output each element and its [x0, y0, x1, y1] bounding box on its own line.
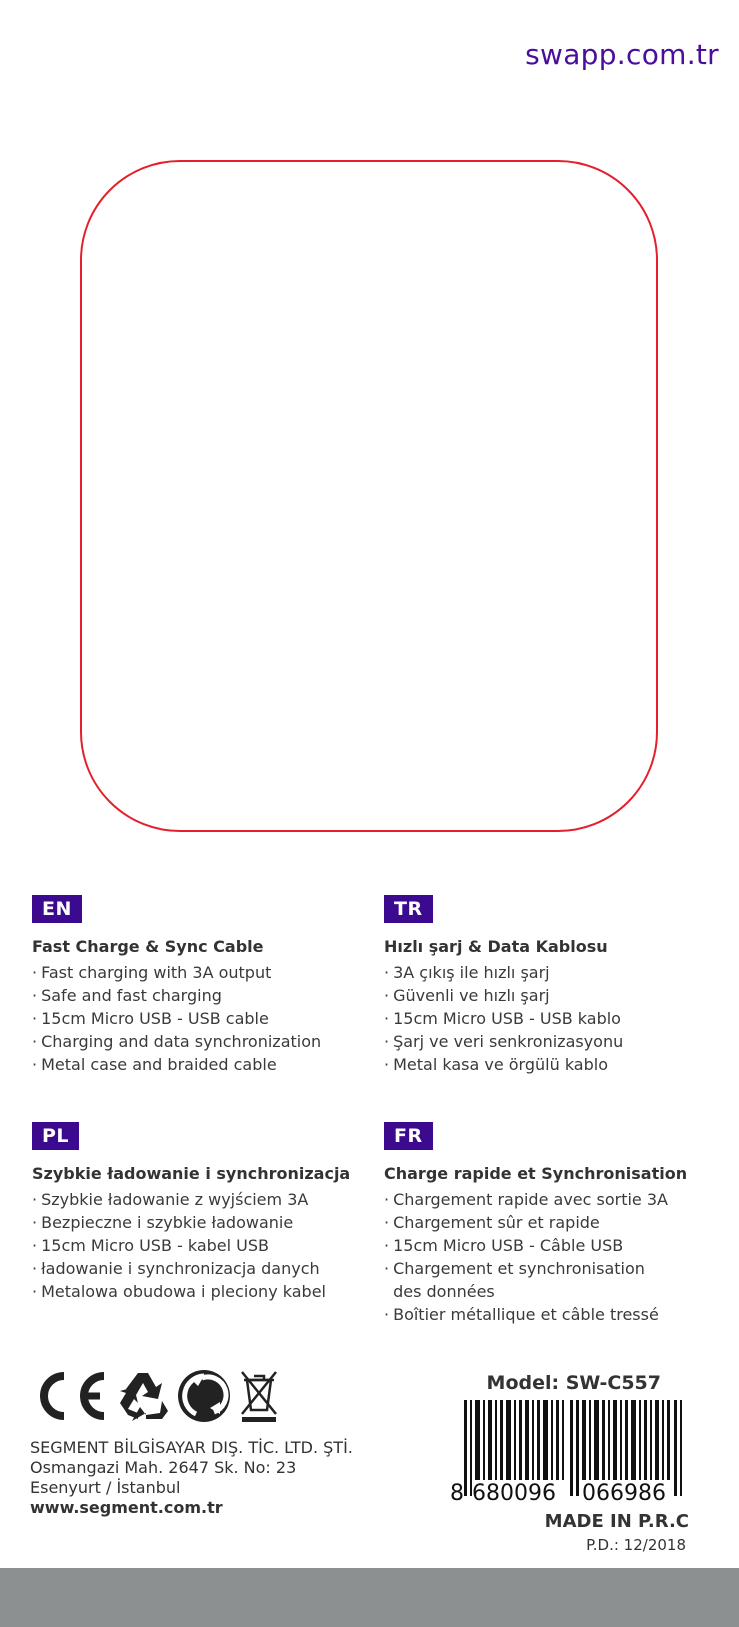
- model-number: Model: SW-C557: [486, 1372, 661, 1394]
- recycle-icon: [116, 1369, 170, 1423]
- production-date: P.D.: 12/2018: [586, 1536, 686, 1554]
- section-title: Hızlı şarj & Data Kablosu: [384, 937, 608, 956]
- list-item: · Szybkie ładowanie z wyjściem 3A: [32, 1190, 309, 1209]
- green-dot-icon: [176, 1368, 232, 1424]
- list-item: · Charging and data synchronization: [32, 1032, 322, 1051]
- section-title: Charge rapide et Synchronisation: [384, 1164, 688, 1183]
- product-window-frame: [80, 160, 658, 832]
- list-item: · Metalowa obudowa i pleciony kabel: [32, 1282, 326, 1301]
- feature-list: [384, 1188, 724, 1326]
- weee-bin-icon: [238, 1368, 280, 1424]
- list-item: · Fast charging with 3A output: [32, 963, 272, 982]
- list-item: · Bezpieczne i szybkie ładowanie: [32, 1213, 294, 1232]
- list-item: · Güvenli ve hızlı şarj: [384, 986, 550, 1005]
- company-info: [30, 1438, 353, 1518]
- certification-icons: [30, 1368, 280, 1424]
- ce-mark-icon: [30, 1368, 110, 1424]
- list-item: · 15cm Micro USB - Câble USB: [384, 1236, 624, 1255]
- section-pl: [32, 1122, 372, 1303]
- list-item: · 3A çıkış ile hızlı şarj: [384, 963, 550, 982]
- list-item: · Metal kasa ve örgülü kablo: [384, 1055, 608, 1074]
- section-en: [32, 895, 372, 1076]
- lang-badge-fr: FR: [384, 1122, 433, 1150]
- section-fr: [384, 1122, 724, 1326]
- made-in-label: MADE IN P.R.C: [544, 1511, 689, 1532]
- feature-list: [32, 1188, 372, 1303]
- section-title: Fast Charge & Sync Cable: [32, 937, 264, 956]
- company-address-line2: Esenyurt / İstanbul: [30, 1478, 181, 1497]
- lang-badge-tr: TR: [384, 895, 433, 923]
- site-url[interactable]: swapp.com.tr: [525, 38, 719, 71]
- list-item: · 15cm Micro USB - USB cable: [32, 1009, 269, 1028]
- feature-list: [384, 961, 724, 1076]
- lang-badge-en: EN: [32, 895, 82, 923]
- list-item: · ładowanie i synchronizacja danych: [32, 1259, 320, 1278]
- section-tr: [384, 895, 724, 1076]
- barcode: [450, 1400, 712, 1506]
- list-item: · 15cm Micro USB - USB kablo: [384, 1009, 621, 1028]
- list-item: · Chargement et synchronisation: [384, 1259, 645, 1278]
- list-item: · Metal case and braided cable: [32, 1055, 277, 1074]
- barcode-lead-digit: 8: [450, 1481, 464, 1506]
- company-website[interactable]: www.segment.com.tr: [30, 1498, 223, 1517]
- barcode-right-digits: 066986: [582, 1481, 666, 1506]
- list-item: · 15cm Micro USB - kabel USB: [32, 1236, 270, 1255]
- feature-list: [32, 961, 372, 1076]
- list-item: · Chargement sûr et rapide: [384, 1213, 600, 1232]
- list-item: · Chargement rapide avec sortie 3A: [384, 1190, 668, 1209]
- company-address-line1: Osmangazi Mah. 2647 Sk. No: 23: [30, 1458, 297, 1477]
- list-item: · Safe and fast charging: [32, 986, 222, 1005]
- footer-band: [0, 1568, 739, 1627]
- lang-badge-pl: PL: [32, 1122, 79, 1150]
- barcode-left-digits: 680096: [472, 1481, 556, 1506]
- company-name: SEGMENT BİLGİSAYAR DIŞ. TİC. LTD. ŞTİ.: [30, 1438, 353, 1457]
- list-item: des données: [393, 1282, 495, 1301]
- list-item: · Boîtier métallique et câble tressé: [384, 1305, 659, 1324]
- section-title: Szybkie ładowanie i synchronizacja: [32, 1164, 351, 1183]
- list-item: · Şarj ve veri senkronizasyonu: [384, 1032, 624, 1051]
